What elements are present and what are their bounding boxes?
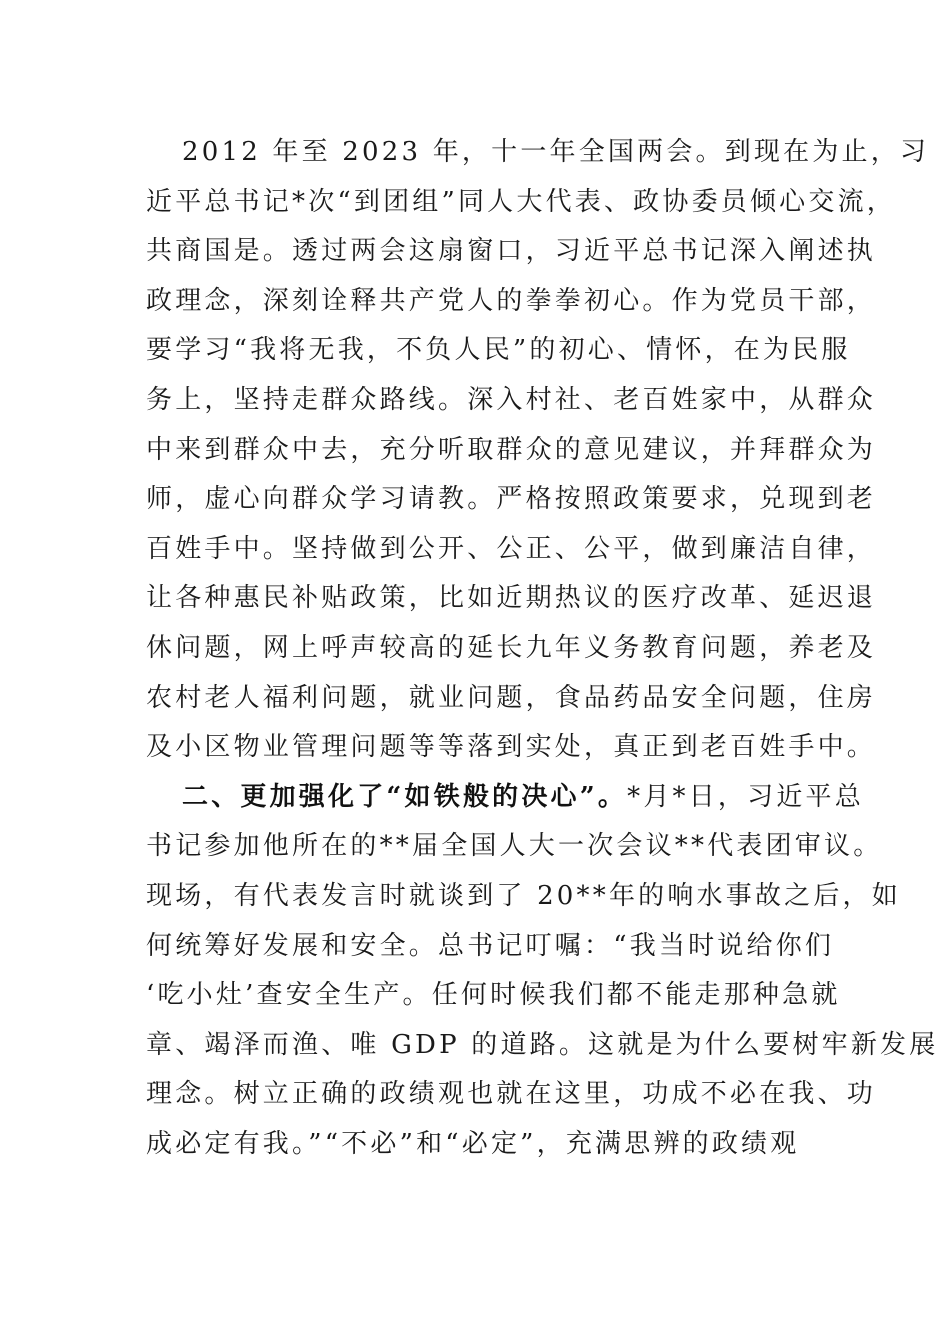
paragraph-1-line-6: 务上，坚持走群众路线。深入村社、老百姓家中，从群众 bbox=[146, 384, 877, 415]
paragraph-2 bbox=[146, 773, 939, 1170]
paragraph-2-line-5: ‘吃小灶’查安全生产。任何时候我们都不能走那种急就 bbox=[146, 980, 841, 1011]
paragraph-2-line-6: 章、竭泽而渔、唯 GDP 的道路。这就是为什么要树牢新发展 bbox=[146, 1029, 939, 1060]
paragraph-1-line-3: 共商国是。透过两会这扇窗口，习近平总书记深入阐述执 bbox=[146, 236, 877, 267]
paragraph-1-line-11: 休问题，网上呼声较高的延长九年义务教育问题，养老及 bbox=[146, 632, 877, 663]
section-heading: 二、更加强化了“如铁般的决心”。 bbox=[182, 781, 628, 812]
paragraph-1-line-1: 2012 年至 2023 年，十一年全国两会。到现在为止，习 bbox=[182, 137, 930, 167]
paragraph-2-line-3: 现场，有代表发言时就谈到了 20**年的响水事故之后，如 bbox=[146, 880, 901, 911]
paragraph-1-line-10: 让各种惠民补贴政策，比如近期热议的医疗改革、延迟退 bbox=[146, 583, 877, 614]
paragraph-1-line-12: 农村老人福利问题，就业问题，食品药品安全问题，住房 bbox=[146, 682, 877, 713]
paragraph-2-line-1 bbox=[146, 773, 864, 823]
paragraph-2-line-7: 理念。树立正确的政绩观也就在这里，功成不必在我、功 bbox=[146, 1079, 877, 1110]
paragraph-1-line-5: 要学习“我将无我，不负人民”的初心、情怀，在为民服 bbox=[146, 335, 851, 366]
paragraph-2-line-4: 何统筹好发展和安全。总书记叮嘱：“我当时说给你们 bbox=[146, 930, 835, 961]
paragraph-1-line-9: 百姓手中。坚持做到公开、公正、公平，做到廉洁自律， bbox=[146, 533, 877, 564]
document-body bbox=[146, 128, 939, 1169]
paragraph-1-line-8: 师，虚心向群众学习请教。严格按照政策要求，兑现到老 bbox=[146, 484, 877, 515]
paragraph-1-line-7: 中来到群众中去，充分听取群众的意见建议，并拜群众为 bbox=[146, 434, 877, 465]
paragraph-1-line-13: 及小区物业管理问题等等落到实处，真正到老百姓手中。 bbox=[146, 732, 877, 763]
paragraph-1-line-4: 政理念，深刻诠释共产党人的拳拳初心。作为党员干部， bbox=[146, 285, 877, 316]
paragraph-2-line-2: 书记参加他所在的**届全国人大一次会议**代表团审议。 bbox=[146, 831, 883, 862]
paragraph-1-line-2: 近平总书记*次“到团组”同人大代表、政协委员倾心交流， bbox=[146, 186, 896, 217]
paragraph-2-line-1-rest: *月*日，习近平总 bbox=[627, 781, 864, 812]
paragraph-1 bbox=[146, 128, 930, 773]
paragraph-2-line-8: 成必定有我。”“不必”和“必定”，充满思辨的政绩观 bbox=[146, 1128, 800, 1159]
